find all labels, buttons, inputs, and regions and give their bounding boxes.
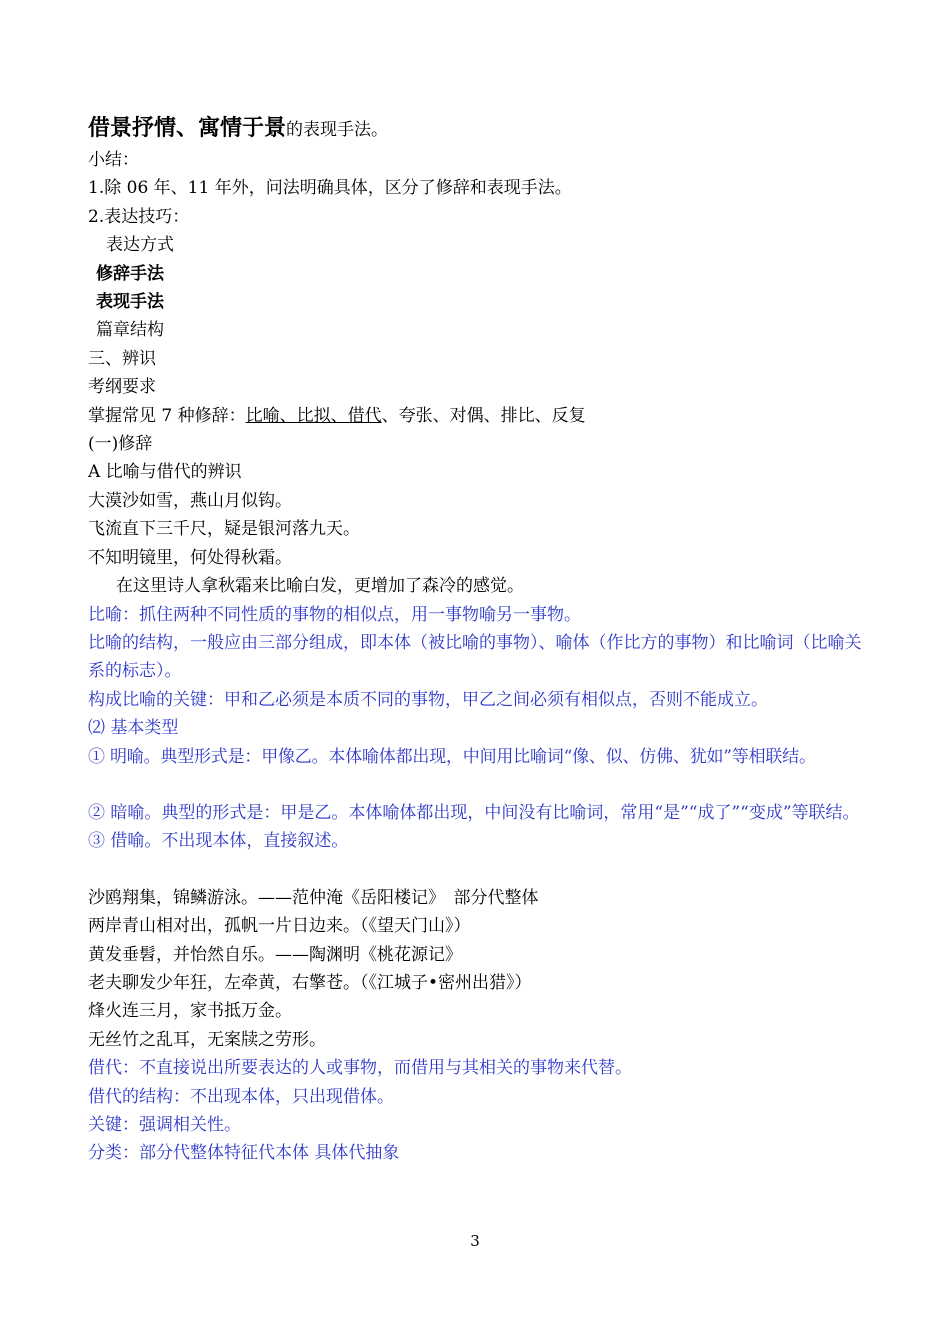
blank-line: [88, 856, 878, 884]
summary-item-1: 1.除 06 年、11 年外，问法明确具体，区分了修辞和表现手法。: [88, 178, 572, 199]
master-rest: 、夸张、对偶、排比、反复: [381, 405, 586, 426]
summary-item-2: 2.表达技巧：: [88, 206, 190, 227]
metaphor-types-heading: ⑵ 基本类型: [88, 718, 179, 739]
example-line: 不知明镜里，何处得秋霜。: [88, 547, 292, 568]
master-prefix: 掌握常见 7 种修辞：: [88, 405, 246, 426]
metaphor-type-3: ③ 借喻。不出现本体，直接叙述。: [88, 831, 349, 852]
rhetoric-subheading: (一)修辞: [88, 434, 153, 455]
blank-line: [88, 771, 878, 799]
metaphor-structure: 比喻的结构，一般应由三部分组成，即本体（被比喻的事物）、喻体（作比方的事物）和比喻词（比喻关系的标志）。: [88, 632, 862, 682]
summary-sub-3: 表现手法: [96, 292, 164, 313]
summary-sub-1: 表达方式: [106, 235, 174, 256]
metonymy-key: 关键：强调相关性。: [88, 1115, 241, 1135]
summary-sub-4: 篇章结构: [96, 320, 164, 341]
metaphor-type-1: ① 明喻。典型形式是：甲像乙。本体喻体都出现，中间用比喻词“像、似、仿佛、犹如”等相联结。: [88, 746, 816, 767]
page-number: 3: [470, 1232, 480, 1250]
example-line: 大漠沙如雪，燕山月似钩。: [88, 490, 292, 511]
metonymy-structure: 借代的结构：不出现本体，只出现借体。: [88, 1086, 394, 1107]
document-body: [88, 112, 878, 1168]
title-rest: 的表现手法。: [286, 120, 389, 140]
metaphor-definition: 比喻：抓住两种不同性质的事物的相似点，用一事物喻另一事物。: [88, 604, 581, 625]
summary-sub-2: 修辞手法: [96, 263, 164, 284]
title-bold: 借景抒情、寓情于景: [88, 115, 287, 141]
example-explanation: 在这里诗人拿秋霜来比喻白发，更增加了森冷的感觉。: [116, 576, 524, 597]
example-line: 老夫聊发少年狂，左牵黄，右擎苍。（《江城子•密州出猎》）: [88, 972, 532, 993]
example-line: 无丝竹之乱耳，无案牍之劳形。: [88, 1029, 326, 1050]
example-line: 黄发垂髫，并怡然自乐。——陶渊明《桃花源记》: [88, 944, 462, 965]
master-underlined: 比喻、比拟、借代: [245, 405, 382, 426]
example-line: 飞流直下三千尺，疑是银河落九天。: [88, 519, 360, 540]
section-title: [88, 112, 878, 146]
a-heading: A 比喻与借代的辨识: [88, 462, 242, 483]
example-line: 沙鸥翔集，锦鳞游泳。——范仲淹《岳阳楼记》 部分代整体: [88, 887, 539, 908]
metonymy-classes: 分类：部分代整体特征代本体 具体代抽象: [88, 1143, 400, 1164]
metaphor-type-2: ② 暗喻。典型的形式是：甲是乙。本体喻体都出现，中间没有比喻词，常用“是”“成了”“变成”等联结。: [88, 802, 860, 823]
metaphor-key: 构成比喻的关键：甲和乙必须是本质不同的事物，甲乙之间必须有相似点，否则不能成立。: [88, 689, 768, 710]
section-3-heading: 三、辨识: [88, 348, 156, 369]
example-line: 两岸青山相对出，孤帆一片日边来。（《望天门山》）: [88, 916, 471, 937]
example-line: 烽火连三月，家书抵万金。: [88, 1001, 292, 1022]
master-rhetoric-line: [88, 402, 878, 430]
metonymy-definition: 借代：不直接说出所要表达的人或事物，而借用与其相关的事物来代替。: [88, 1058, 632, 1079]
syllabus-requirement: 考纲要求: [88, 377, 156, 398]
summary-heading: 小结：: [88, 150, 139, 170]
